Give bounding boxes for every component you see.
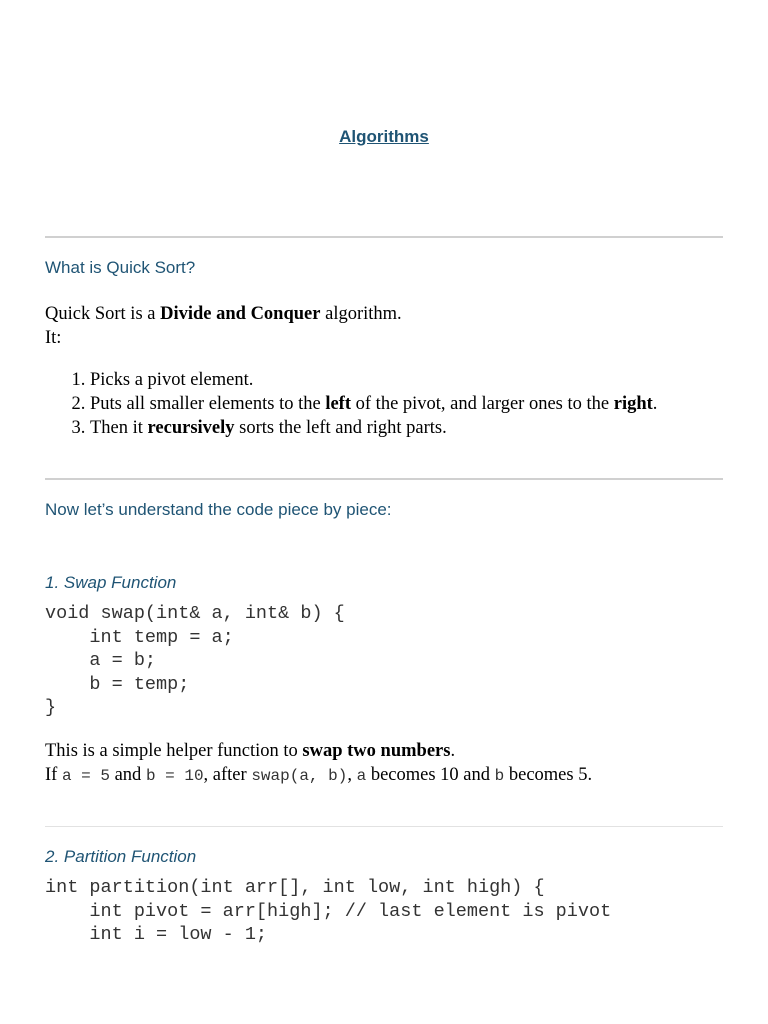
divider [45,478,723,480]
section-heading-quick-sort: What is Quick Sort? [45,258,196,277]
list-item: 2. Puts all smaller elements to the left of the pivot, and larger ones to the right. [90,392,657,416]
subheading-swap-function: 1. Swap Function [45,573,177,592]
partition-code-block: int partition(int arr[], int low, int high) { int pivot = arr[high]; // last element is pivot int i = low - 1; [45,877,612,945]
divider [45,236,723,238]
list-item: 1. Picks a pivot element. [90,368,657,392]
subheading-partition-function: 2. Partition Function [45,847,197,866]
steps-list [45,368,657,440]
list-item: 3. Then it recursively sorts the left and right parts. [90,416,657,440]
intro-paragraph: Quick Sort is a Divide and Conquer algorithm. It: [45,304,402,348]
divider [45,826,723,827]
page-title: Algorithms [339,127,429,146]
swap-code-block: void swap(int& a, int& b) { int temp = a; a = b; b = temp; } [45,603,345,718]
emphasis-divide-and-conquer: Divide and Conquer [160,304,321,324]
swap-description: This is a simple helper function to swap two numbers. If a = 5 and b = 10, after swap(a, b), a becomes 10 and b becomes 5. [45,741,593,785]
section-heading-code-walkthrough: Now let’s understand the code piece by piece: [45,500,392,519]
it-label: It: [45,328,62,348]
